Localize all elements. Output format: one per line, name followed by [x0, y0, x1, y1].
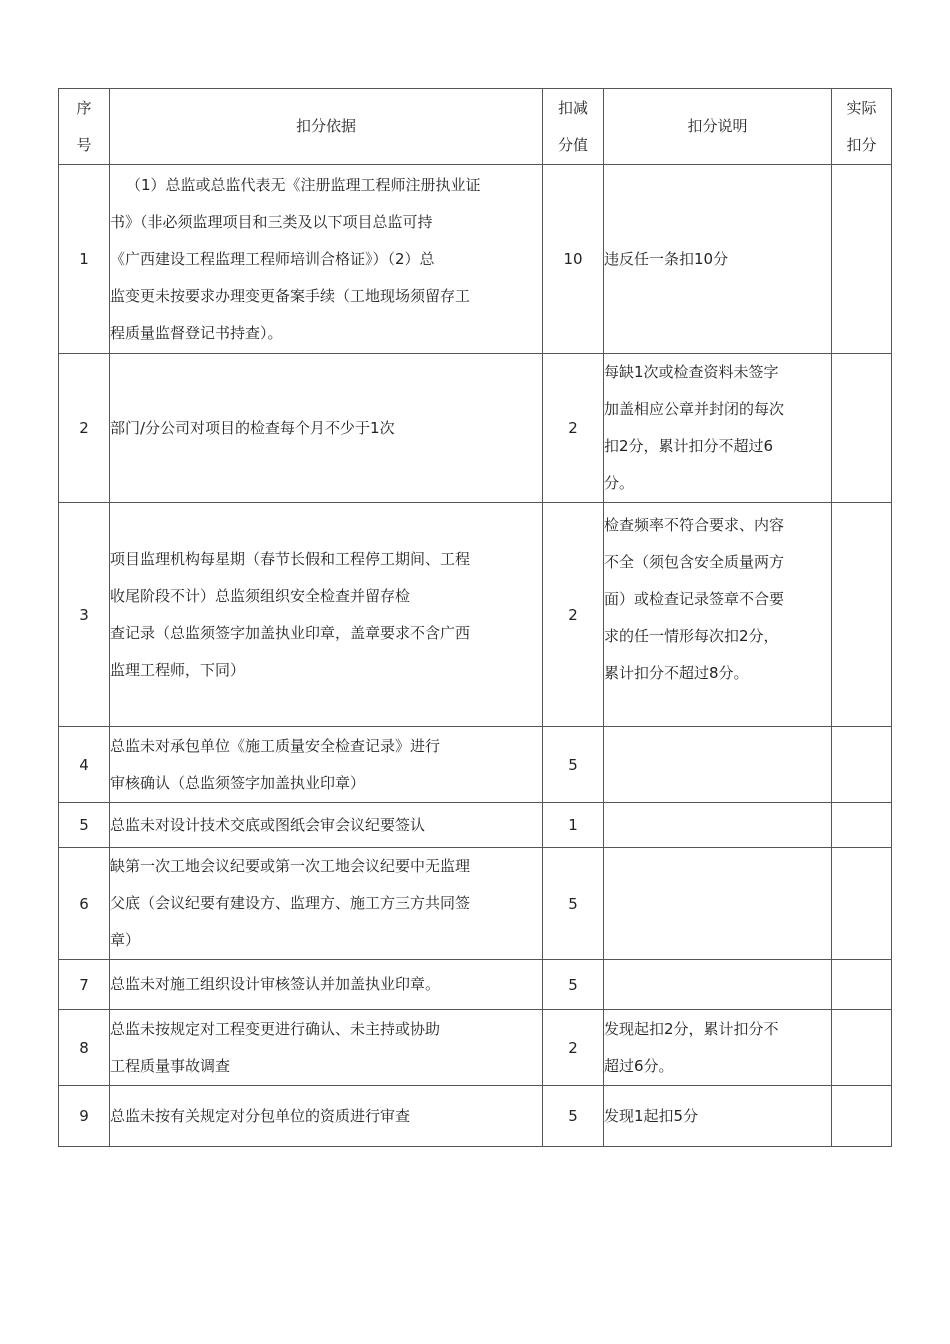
actual-score-cell: [832, 727, 892, 803]
row-number: 6: [59, 848, 110, 960]
deduction-table: [58, 88, 892, 1147]
basis-cell: 总监未对施工组织设计审核签认并加盖执业印章。: [110, 960, 543, 1010]
header-seq: 序 号: [59, 89, 110, 165]
note-cell: [604, 727, 832, 803]
table-row: [59, 803, 892, 848]
table-row: [59, 354, 892, 503]
table-row: [59, 960, 892, 1010]
table-row: [59, 1010, 892, 1086]
basis-cell: （1）总监或总监代表无《注册监理工程师注册执业证 书》（非必须监理项目和三类及以下项目总监可持 《广西建设工程监理工程师培训合格证》）（2）总 监变更未按要求办理变更备案手续（工地现场须留存工 程质量监督登记书持查）。: [110, 165, 543, 354]
note-cell: [604, 848, 832, 960]
table-row: [59, 503, 892, 727]
row-number: 4: [59, 727, 110, 803]
note-cell: [604, 803, 832, 848]
basis-cell: 部门/分公司对项目的检查每个月不少于1次: [110, 354, 543, 503]
row-number: 9: [59, 1086, 110, 1147]
basis-cell: 项目监理机构每星期（春节长假和工程停工期间、工程 收尾阶段不计）总监须组织安全检查并留存检 查记录（总监须签字加盖执业印章，盖章要求不含广西 监理工程师，下同）: [110, 503, 543, 727]
actual-score-cell: [832, 1086, 892, 1147]
deduct-value: 1: [543, 803, 604, 848]
note-cell: 违反任一条扣10分: [604, 165, 832, 354]
deduct-value: 2: [543, 503, 604, 727]
deduct-value: 5: [543, 848, 604, 960]
table-row: [59, 1086, 892, 1147]
deduct-value: 5: [543, 727, 604, 803]
actual-score-cell: [832, 354, 892, 503]
basis-cell: 总监未按有关规定对分包单位的资质进行审查: [110, 1086, 543, 1147]
header-row: [59, 89, 892, 165]
note-cell: 检查频率不符合要求、内容 不全（须包含安全质量两方 面）或检查记录签章不合要 求的任一情形每次扣2分， 累计扣分不超过8分。: [604, 503, 832, 727]
row-number: 3: [59, 503, 110, 727]
basis-cell: 缺第一次工地会议纪要或第一次工地会议纪要中无监理 父底（会议纪要有建设方、监理方、施工方三方共同签 章）: [110, 848, 543, 960]
actual-score-cell: [832, 848, 892, 960]
header-note: 扣分说明: [604, 89, 832, 165]
basis-cell: 总监未按规定对工程变更进行确认、未主持或协助 工程质量事故调查: [110, 1010, 543, 1086]
header-deduct: 扣减 分值: [543, 89, 604, 165]
header-basis: 扣分依据: [110, 89, 543, 165]
deduct-value: 2: [543, 354, 604, 503]
note-cell: 发现起扣2分，累计扣分不 超过6分。: [604, 1010, 832, 1086]
deduct-value: 2: [543, 1010, 604, 1086]
note-cell: 每缺1次或检查资料未签字 加盖相应公章并封闭的每次 扣2分，累计扣分不超过6 分。: [604, 354, 832, 503]
header-actual: 实际 扣分: [832, 89, 892, 165]
table-row: [59, 727, 892, 803]
basis-cell: 总监未对设计技术交底或图纸会审会议纪要签认: [110, 803, 543, 848]
note-cell: [604, 960, 832, 1010]
row-number: 7: [59, 960, 110, 1010]
actual-score-cell: [832, 960, 892, 1010]
row-number: 2: [59, 354, 110, 503]
actual-score-cell: [832, 1010, 892, 1086]
table-row: [59, 848, 892, 960]
row-number: 5: [59, 803, 110, 848]
row-number: 1: [59, 165, 110, 354]
table-row: [59, 165, 892, 354]
deduct-value: 10: [543, 165, 604, 354]
actual-score-cell: [832, 503, 892, 727]
row-number: 8: [59, 1010, 110, 1086]
note-cell: 发现1起扣5分: [604, 1086, 832, 1147]
actual-score-cell: [832, 165, 892, 354]
deduct-value: 5: [543, 1086, 604, 1147]
actual-score-cell: [832, 803, 892, 848]
deduct-value: 5: [543, 960, 604, 1010]
basis-cell: 总监未对承包单位《施工质量安全检查记录》进行 审核确认（总监须签字加盖执业印章）: [110, 727, 543, 803]
